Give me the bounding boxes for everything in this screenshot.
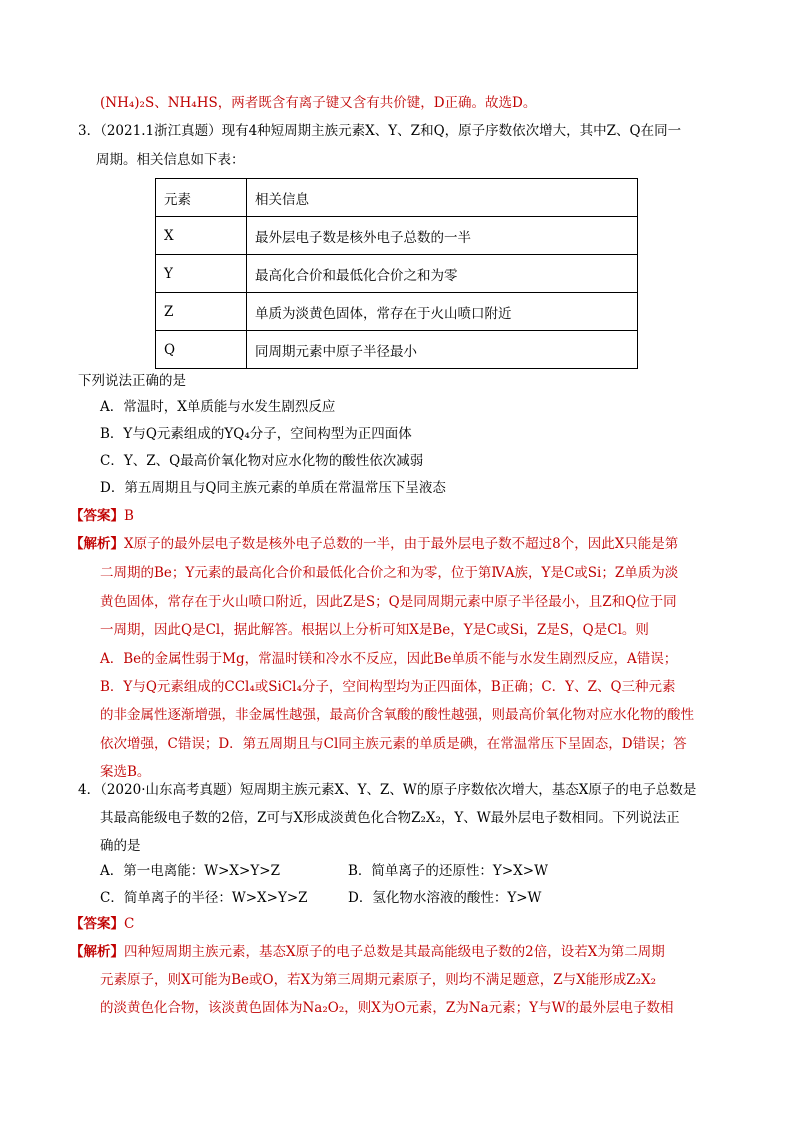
q4-stem-line3: 确的是 <box>100 838 141 854</box>
table-header-cell: 元素 <box>156 179 247 217</box>
q4-option-b: B．简单离子的还原性：Y>X>W <box>348 863 548 879</box>
q4-answer <box>70 914 134 934</box>
analysis-text: 四种短周期主族元素，基态X原子的电子总数是其最高能级电子数的2倍，设若X为第二周期 <box>124 944 665 960</box>
table-cell-info: 同周期元素中原子半径最小 <box>247 331 638 369</box>
answer-label: 【答案】 <box>70 508 124 524</box>
table-cell-element: Q <box>156 331 247 369</box>
q3-analysis-line2: 二周期的Be；Y元素的最高化合价和最低化合价之和为零，位于第ⅣA族，Y是C或Si；Z单质为淡 <box>100 565 679 581</box>
previous-answer-tail: (NH₄)₂S、NH₄HS，两者既含有离子键又含有共价键，D正确。故选D。 <box>100 95 537 111</box>
analysis-text: X原子的最外层电子数是核外电子总数的一半，由于最外层电子数不超过8个，因此X只能是第 <box>124 536 679 552</box>
table-cell-info: 最外层电子数是核外电子总数的一半 <box>247 217 638 255</box>
q3-option-a: A．常温时，X单质能与水发生剧烈反应 <box>100 399 336 415</box>
table-cell-element: Z <box>156 293 247 331</box>
q3-analysis-line1 <box>70 534 678 554</box>
table-cell-element: X <box>156 217 247 255</box>
q4-option-c: C．简单离子的半径：W>X>Y>Z <box>100 890 308 906</box>
q4-option-a: A．第一电离能：W>X>Y>Z <box>100 863 280 879</box>
table-row <box>156 217 638 255</box>
analysis-label: 【解析】 <box>70 944 124 960</box>
table-cell-info: 最高化合价和最低化合价之和为零 <box>247 255 638 293</box>
q3-analysis-line5: A．Be的金属性弱于Mg，常温时镁和冷水不反应，因此Be单质不能与水发生剧烈反应，A错误； <box>100 651 678 667</box>
q3-option-c: C．Y、Z、Q最高价氧化物对应水化物的酸性依次减弱 <box>100 453 424 469</box>
q3-option-d: D．第五周期且与Q同主族元素的单质在常温常压下呈液态 <box>100 480 446 496</box>
table-row <box>156 331 638 369</box>
q3-analysis-line3: 黄色固体，常存在于火山喷口附近，因此Z是S；Q是同周期元素中原子半径最小，且Z和Q位于同 <box>100 594 677 610</box>
table-header-row <box>156 179 638 217</box>
q3-prompt: 下列说法正确的是 <box>78 373 186 389</box>
q3-option-b: B．Y与Q元素组成的YQ₄分子，空间构型为正四面体 <box>100 426 412 442</box>
q4-analysis-line2: 元素原子，则X可能为Be或O，若X为第三周期元素原子，则均不满足题意，Z与X能形成Z₂X₂ <box>100 972 657 988</box>
q3-analysis-line7: 的非金属性逐渐增强，非金属性越强，最高价含氧酸的酸性越强，则最高价氧化物对应水化物的酸性 <box>100 707 694 723</box>
answer-value: B <box>124 508 134 524</box>
table-cell-element: Y <box>156 255 247 293</box>
q4-analysis-line3: 的淡黄色化合物，该淡黄色固体为Na₂O₂，则X为O元素，Z为Na元素；Y与W的最外层电子数相 <box>100 1000 674 1016</box>
q3-analysis-line8: 依次增强，C错误；D．第五周期且与Cl同主族元素的单质是碘，在常温常压下呈固态，D错误；答 <box>100 736 687 752</box>
table-header-cell: 相关信息 <box>247 179 638 217</box>
table-row <box>156 293 638 331</box>
q3-analysis-line9: 案选B。 <box>100 764 151 780</box>
table-cell-info: 单质为淡黄色固体，常存在于火山喷口附近 <box>247 293 638 331</box>
q3-analysis-line4: 一周期，因此Q是Cl，据此解答。根据以上分析可知X是Be，Y是C或Si，Z是S，Q是Cl。则 <box>100 622 649 638</box>
analysis-label: 【解析】 <box>70 536 124 552</box>
q3-answer <box>70 506 134 526</box>
q4-option-d: D．氢化物水溶液的酸性：Y>W <box>348 890 542 906</box>
answer-value: C <box>124 916 135 932</box>
q4-stem-line2: 其最高能级电子数的2倍，Z可与X形成淡黄色化合物Z₂X₂，Y、W最外层电子数相同。下列说法正 <box>100 810 680 826</box>
q4-stem-line1: 4．（2020·山东高考真题）短周期主族元素X、Y、Z、W的原子序数依次增大，基态X原子的电子总数是 <box>78 782 697 798</box>
q4-analysis-line1 <box>70 942 665 962</box>
element-info-table <box>155 178 638 369</box>
table-row <box>156 255 638 293</box>
q3-stem-line2: 周期。相关信息如下表： <box>96 152 245 168</box>
q3-stem-line1: 3．（2021.1浙江真题）现有4种短周期主族元素X、Y、Z和Q，原子序数依次增大，其中Z、Q在同一 <box>78 123 682 139</box>
q3-analysis-line6: B．Y与Q元素组成的CCl₄或SiCl₄分子，空间构型均为正四面体，B正确；C．Y、Z、Q三种元素 <box>100 679 676 695</box>
answer-label: 【答案】 <box>70 916 124 932</box>
